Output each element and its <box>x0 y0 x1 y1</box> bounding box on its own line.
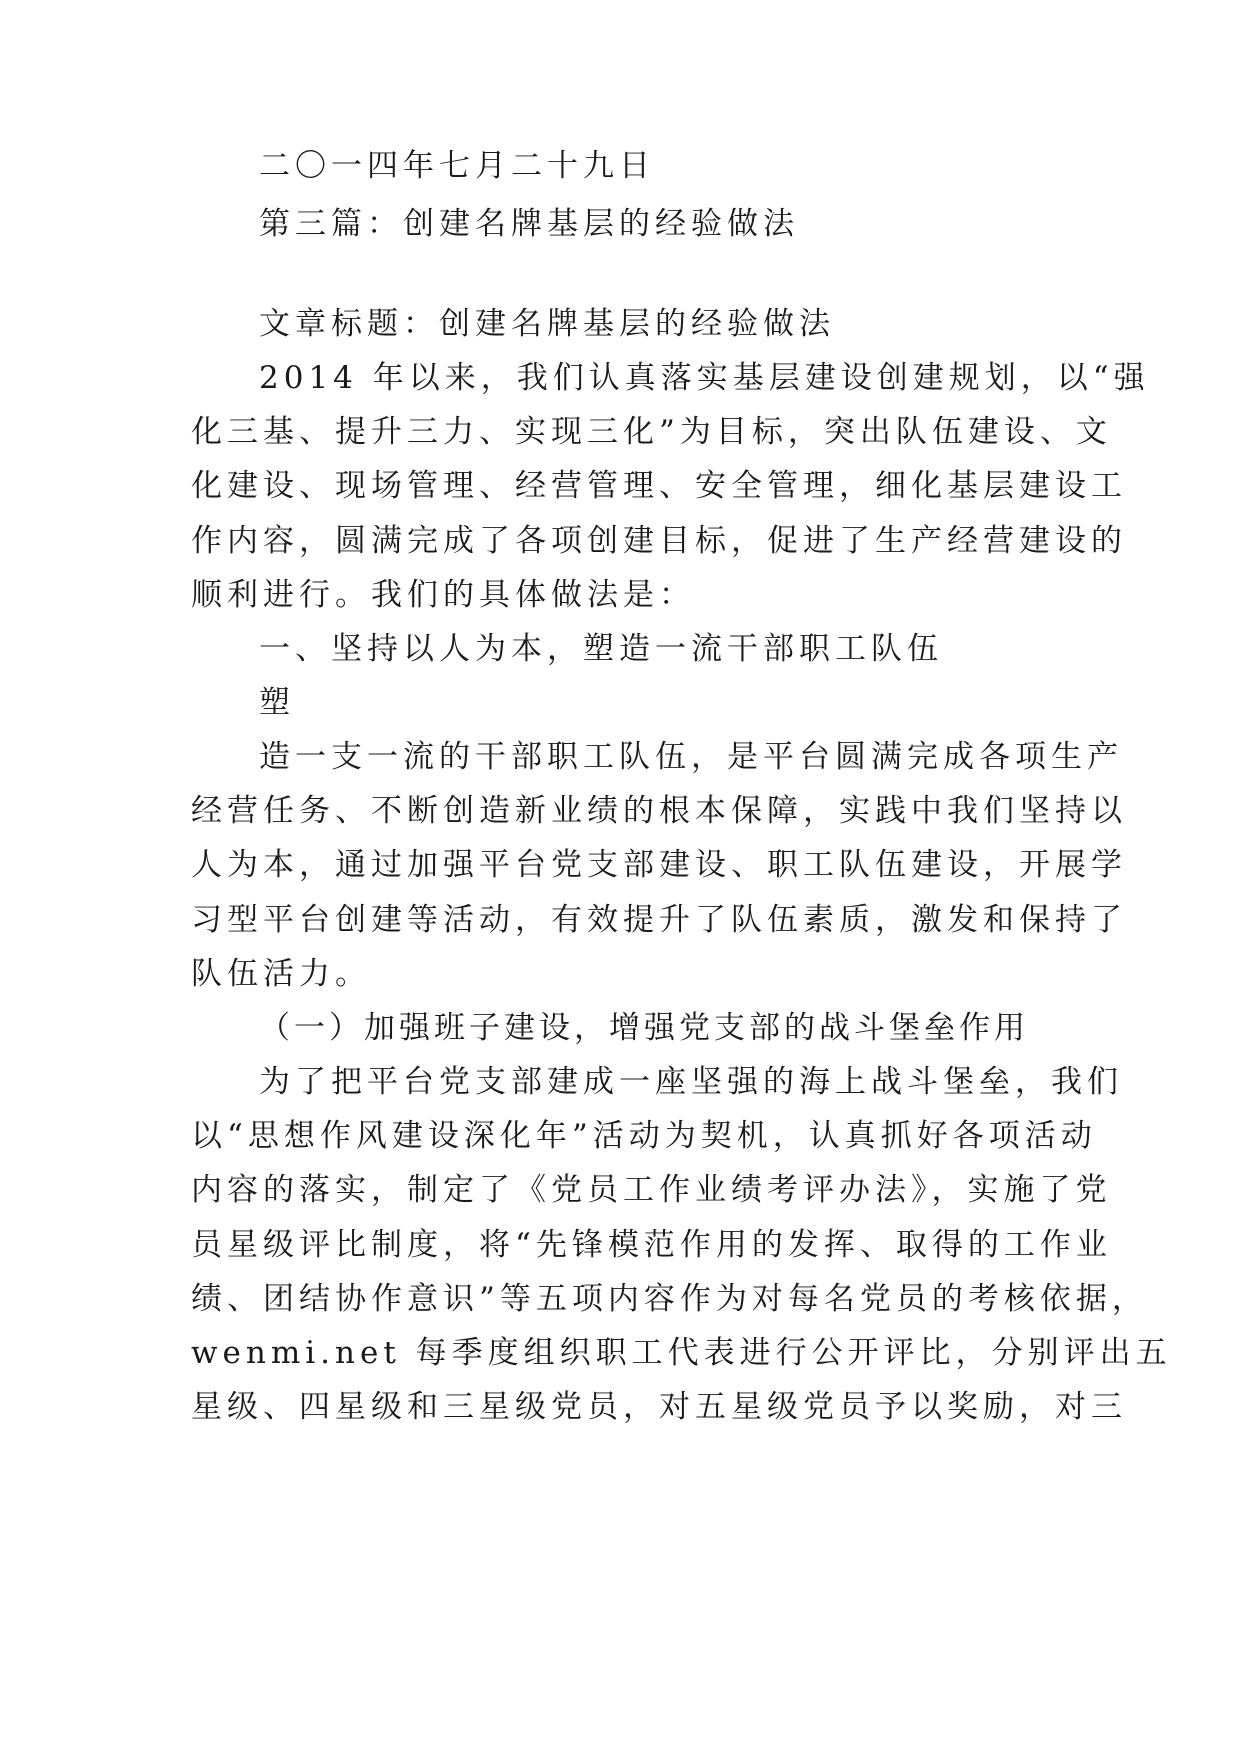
paragraph-line: 以“思想作风建设深化年”活动为契机，认真抓好各项活动 <box>191 1118 1097 1154</box>
paragraph-line: wenmi.net 每季度组织职工代表进行公开评比，分别评出五 <box>191 1335 1172 1371</box>
paragraph-line: 化三基、提升三力、实现三化”为目标，突出队伍建设、文 <box>191 414 1112 450</box>
paragraph-line: 经营任务、不断创造新业绩的根本保障，实践中我们坚持以 <box>191 793 1127 829</box>
paragraph-line: 人为本，通过加强平台党支部建设、职工队伍建设，开展学 <box>191 847 1127 883</box>
paragraph-line: 员星级评比制度，将“先锋模范作用的发挥、取得的工作业 <box>191 1227 1112 1263</box>
paragraph-line: 2014 年以来，我们认真落实基层建设创建规划，以“强 <box>259 360 1150 396</box>
section-title: 第三篇：创建名牌基层的经验做法 <box>259 206 799 242</box>
paragraph-line: 内容的落实，制定了《党员工作业绩考评办法》，实施了党 <box>191 1172 1112 1208</box>
paragraph-line: 作内容，圆满完成了各项创建目标，促进了生产经营建设的 <box>191 523 1127 559</box>
paragraph-line: 顺利进行。我们的具体做法是： <box>191 577 695 613</box>
paragraph-line: 队伍活力。 <box>191 956 371 992</box>
paragraph-line: 为了把平台党支部建成一座坚强的海上战斗堡垒，我们 <box>259 1064 1123 1100</box>
heading-1: 一、坚持以人为本，塑造一流干部职工队伍 <box>259 631 943 667</box>
date-line: 二〇一四年七月二十九日 <box>259 148 655 184</box>
paragraph-line: 星级、四星级和三星级党员，对五星级党员予以奖励，对三 <box>191 1389 1127 1425</box>
article-title: 文章标题：创建名牌基层的经验做法 <box>259 306 835 342</box>
paragraph-line: 化建设、现场管理、经营管理、安全管理，细化基层建设工 <box>191 468 1127 504</box>
paragraph-line: 造一支一流的干部职工队伍，是平台圆满完成各项生产 <box>259 739 1123 775</box>
paragraph-line: 习型平台创建等活动，有效提升了队伍素质，激发和保持了 <box>191 902 1127 938</box>
heading-1-1: （一）加强班子建设，增强党支部的战斗堡垒作用 <box>259 1010 1029 1046</box>
paragraph-line: 绩、团结协作意识”等五项内容作为对每名党员的考核依据， <box>191 1281 1148 1317</box>
paragraph-line: 塑 <box>259 685 295 721</box>
